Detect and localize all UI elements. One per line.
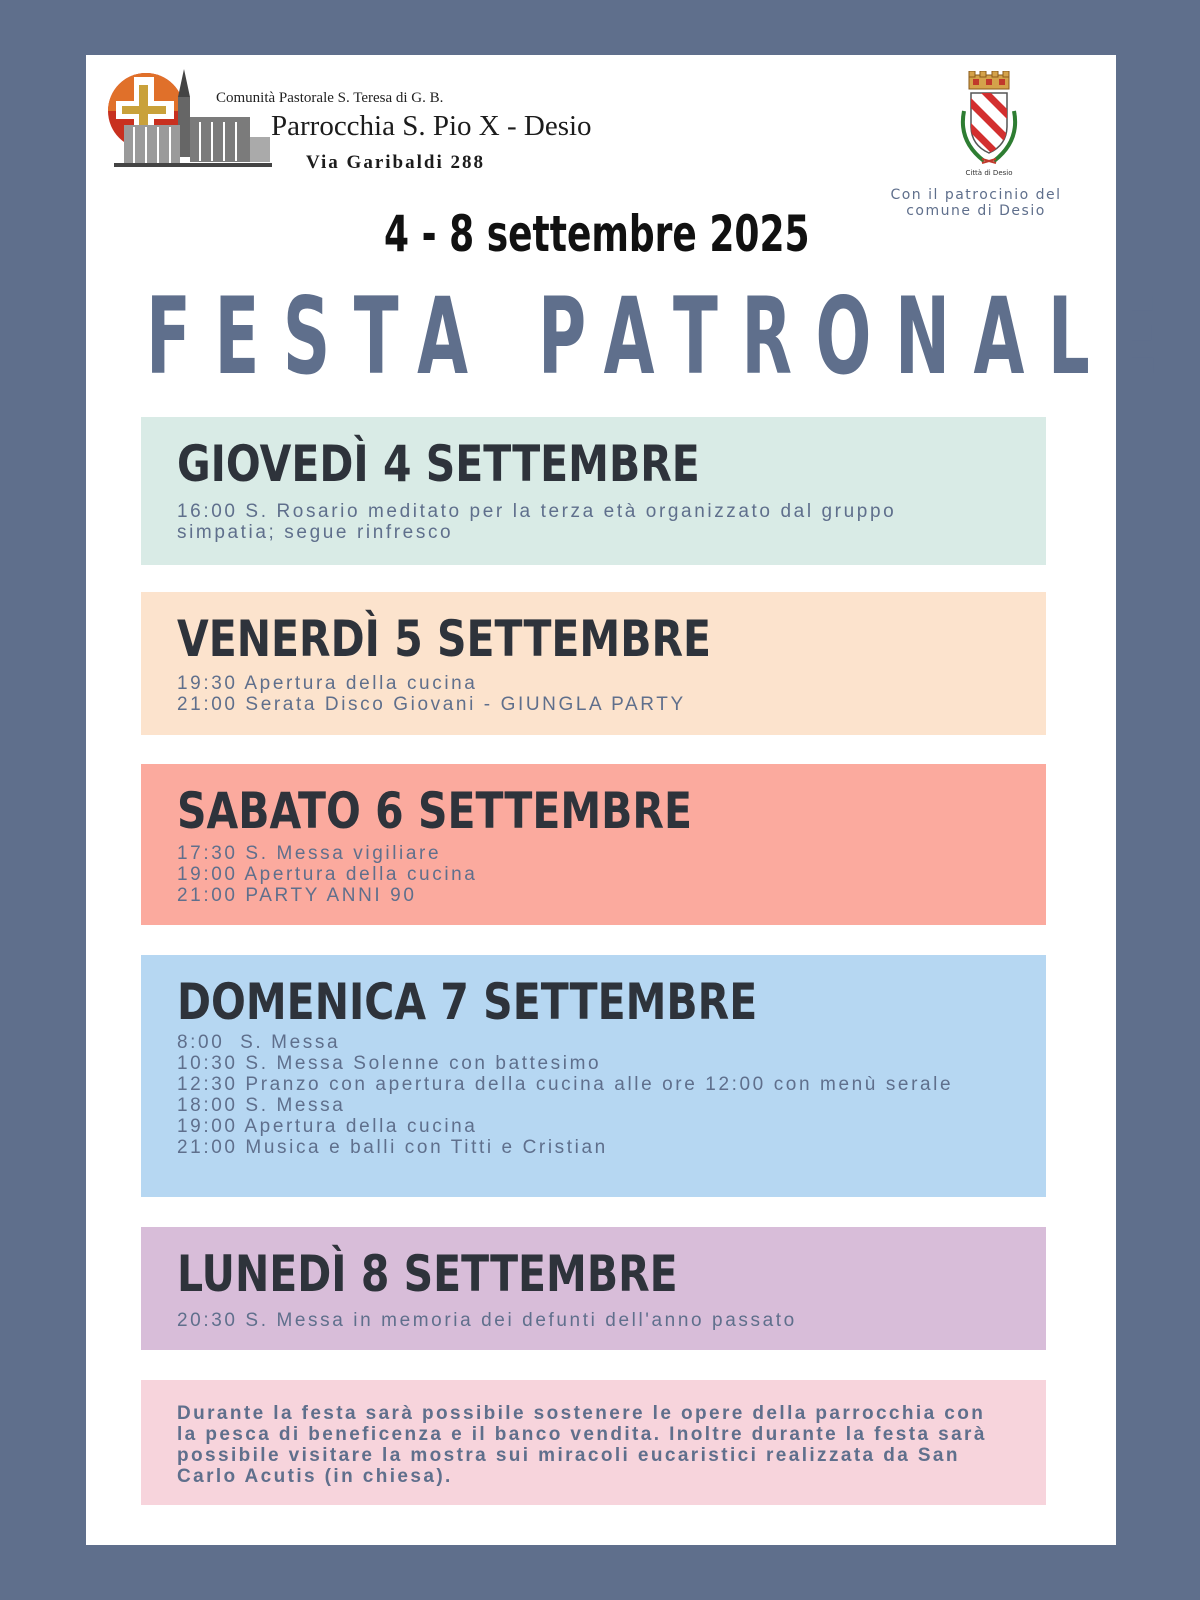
parish-name: Parrocchia S. Pio X - Desio xyxy=(271,110,592,142)
event-item: 17:30 S. Messa vigiliare xyxy=(177,843,442,864)
day-panel-friday xyxy=(141,592,1046,735)
day-title: VENERDÌ 5 SETTEMBRE xyxy=(177,610,712,668)
event-item: 8:00 S. Messa xyxy=(177,1032,341,1053)
event-item: 12:30 Pranzo con apertura della cucina alle ore 12:00 con menù serale xyxy=(177,1074,954,1095)
community-name: Comunità Pastorale S. Teresa di G. B. xyxy=(216,90,444,106)
info-note-text: Durante la festa sarà possibile sostenere le opere della parrocchia con la pesca di beneficenza e il banco vendita. Inoltre durante la festa sarà possibile visitare la mostra sui miracoli eucaristici realizzata da San Carlo Acutis (in chiesa). xyxy=(177,1403,987,1487)
day-panel-saturday xyxy=(141,764,1046,925)
patronage-text: Con il patrocinio del comune di Desio xyxy=(890,187,1062,219)
event-item: 21:00 PARTY ANNI 90 xyxy=(177,885,417,906)
event-list xyxy=(177,1032,997,1158)
event-list xyxy=(177,673,997,715)
event-item: 19:00 Apertura della cucina xyxy=(177,1116,478,1137)
event-item: 20:30 S. Messa in memoria dei defunti dell'anno passato xyxy=(177,1310,797,1331)
event-list xyxy=(177,501,997,543)
event-item: 18:00 S. Messa xyxy=(177,1095,346,1116)
poster-sheet xyxy=(86,55,1182,1545)
event-item: 10:30 S. Messa Solenne con battesimo xyxy=(177,1053,602,1074)
day-panel-monday xyxy=(141,1227,1046,1350)
day-panel-sunday xyxy=(141,955,1046,1197)
festival-title: FESTA PATRONALE xyxy=(146,275,1182,398)
info-note xyxy=(141,1380,1046,1505)
day-title: GIOVEDÌ 4 SETTEMBRE xyxy=(177,435,700,493)
event-item: 21:00 Serata Disco Giovani - GIUNGLA PARTY xyxy=(177,694,686,715)
event-list xyxy=(177,843,997,906)
city-coat-of-arms-icon xyxy=(954,71,1024,183)
event-item: 19:00 Apertura della cucina xyxy=(177,864,478,885)
day-title: SABATO 6 SETTEMBRE xyxy=(177,782,693,840)
crest-caption: Città di Desio xyxy=(965,169,1013,177)
event-item: 19:30 Apertura della cucina xyxy=(177,673,478,694)
day-title: DOMENICA 7 SETTEMBRE xyxy=(177,973,758,1031)
event-item: 16:00 S. Rosario meditato per la terza età organizzato dal gruppo simpatia; segue rinfresco xyxy=(177,501,905,543)
day-title: LUNEDÌ 8 SETTEMBRE xyxy=(177,1245,678,1303)
parish-address: Via Garibaldi 288 xyxy=(306,152,485,173)
event-item: 21:00 Musica e balli con Titti e Cristian xyxy=(177,1137,608,1158)
event-dates: 4 - 8 settembre 2025 xyxy=(384,205,810,263)
parish-church-logo xyxy=(104,67,272,177)
event-list xyxy=(177,1310,997,1331)
day-panel-thursday xyxy=(141,417,1046,565)
